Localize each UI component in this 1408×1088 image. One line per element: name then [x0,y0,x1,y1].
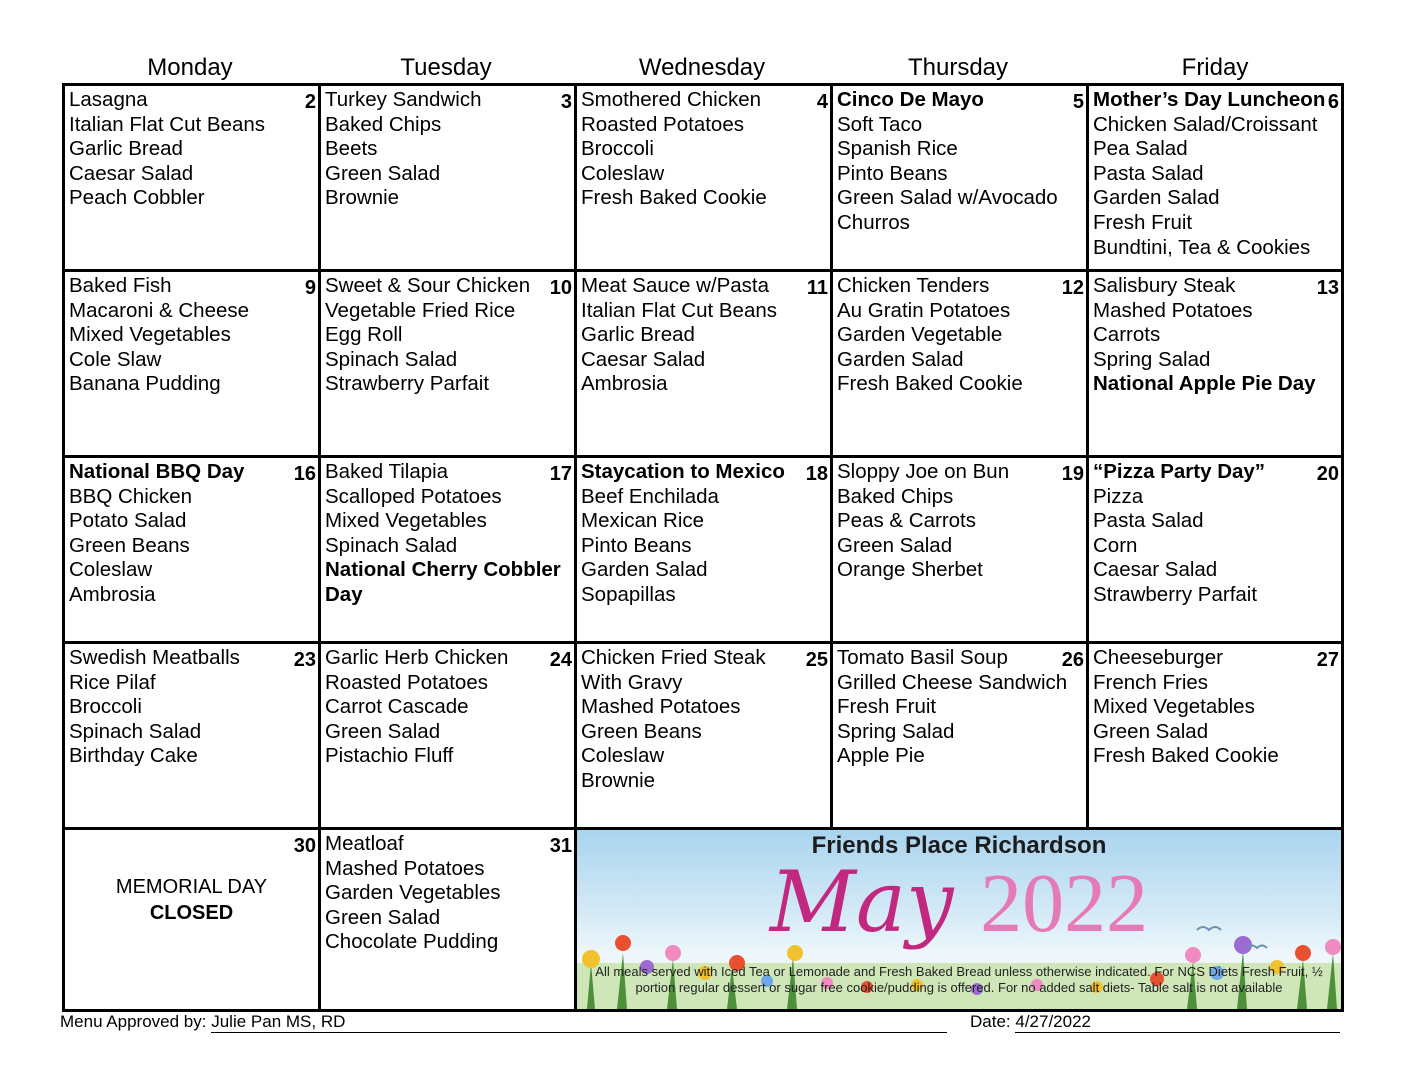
day-friday: Friday [1181,54,1249,81]
menu-item: Roasted Potatoes [581,112,744,136]
date-number: 12 [1061,277,1084,299]
banner-month: May [769,853,954,951]
menu-item: Mashed Potatoes [581,695,741,719]
menu-special-title: National BBQ Day [69,460,245,483]
menu-item: Broccoli [581,137,654,161]
menu-item: Birthday Cake [69,744,198,768]
menu-item: Beef Enchilada [581,484,719,508]
day-cell-31 [321,830,577,1009]
menu-item: Garden Salad [581,558,708,582]
menu-item: Fresh Baked Cookie [1093,744,1279,768]
menu-item: Chicken Salad/Croissant [1093,112,1318,136]
menu-item: Ambrosia [69,582,156,606]
menu-item: Pea Salad [1093,137,1188,161]
menu-item: Chocolate Pudding [325,930,499,954]
date-number: 3 [560,91,572,113]
menu-special-title: National Cherry Cobbler Day [325,558,561,606]
date-number: 31 [549,835,572,857]
menu-item: Scalloped Potatoes [325,484,502,508]
date-number: 11 [806,277,828,299]
menu-item: Roasted Potatoes [325,670,488,694]
day-cell-10 [321,272,577,458]
menu-item: Fresh Fruit [1093,210,1193,234]
menu-item: Sweet & Sour Chicken [325,274,531,297]
menu-item: Carrot Cascade [325,695,469,719]
menu-item: Chicken Fried Steak [581,646,766,669]
meal-policy-note: All meals served with Iced Tea or Lemonade and Fresh Baked Bread unless otherwise indicated. For NCS Diets Fresh Fruit, ½ portion regular dessert or sugar free cookie/pudding is offered. For no added salt diets- Table salt is not available [595,964,1323,995]
menu-special-title: National Apple Pie Day [1093,372,1316,396]
day-cell-16 [65,458,321,644]
menu-item: Egg Roll [325,323,403,347]
menu-item: Baked Fish [69,274,172,297]
day-cell-19 [833,458,1089,644]
date-number: 10 [549,277,572,299]
menu-item: Au Gratin Potatoes [837,298,1011,322]
menu-item: Sopapillas [581,582,676,606]
menu-item: Garlic Herb Chicken [325,646,509,669]
approval-footer [60,1012,1350,1034]
menu-item: Strawberry Parfait [1093,582,1258,606]
menu-special-title: Mother’s Day Luncheon [1093,88,1326,111]
day-cell-13 [1089,272,1341,458]
menu-item: Beets [325,137,378,161]
menu-item: Green Salad [325,719,441,743]
menu-item: Grilled Cheese Sandwich [837,670,1068,694]
menu-item: Lasagna [69,88,148,111]
menu-item: Apple Pie [837,744,925,768]
date-number: 9 [304,277,316,299]
menu-item: Italian Flat Cut Beans [581,298,777,322]
menu-item: Brownie [581,768,656,792]
menu-calendar-grid [62,83,1344,1012]
approval-date [970,1012,1340,1033]
date-number: 13 [1316,277,1339,299]
banner-month-year [577,852,1341,954]
day-cell-27 [1089,644,1341,830]
menu-item: Spanish Rice [837,137,958,161]
date-number: 30 [293,835,316,857]
menu-item: Coleslaw [581,744,665,768]
day-cell-25 [577,644,833,830]
menu-item: Italian Flat Cut Beans [69,112,265,136]
menu-item: Brownie [325,186,400,210]
menu-item: Mexican Rice [581,509,705,533]
menu-item: Macaroni & Cheese [69,298,250,322]
day-cell-6 [1089,86,1341,272]
menu-item: Pasta Salad [1093,161,1204,185]
menu-item: Green Salad [325,905,441,929]
menu-item: Garden Vegetables [325,881,501,905]
menu-item: Bundtini, Tea & Cookies [1093,235,1311,259]
closed-label: CLOSED [149,902,234,924]
date-number: 18 [805,463,828,485]
menu-item: Mixed Vegetables [69,323,231,347]
menu-item: Spring Salad [1093,347,1211,371]
day-cell-26 [833,644,1089,830]
menu-item: Spinach Salad [325,533,458,557]
menu-item: Fresh Fruit [837,695,937,719]
menu-item: Spinach Salad [69,719,202,743]
date-number: 2 [304,91,316,113]
banner-title: Friends Place Richardson [811,832,1107,859]
date-number: 17 [549,463,572,485]
menu-item: With Gravy [581,670,683,694]
day-cell-24 [321,644,577,830]
menu-item: Mixed Vegetables [325,509,487,533]
day-cell-18 [577,458,833,644]
menu-item: Pinto Beans [837,161,948,185]
day-cell-23 [65,644,321,830]
menu-special-title: Cinco De Mayo [837,88,984,111]
menu-item: Chicken Tenders [837,274,990,297]
menu-item: Vegetable Fried Rice [325,298,516,322]
menu-item: Caesar Salad [69,161,194,185]
day-cell-memorial-day [65,830,321,1009]
menu-item: Pistachio Fluff [325,744,454,768]
menu-item: Green Salad w/Avocado [837,186,1058,210]
holiday-name: MEMORIAL DAY [115,876,268,898]
menu-item: BBQ Chicken [69,484,193,508]
day-cell-2 [65,86,321,272]
approved-by-label: Menu Approved by: [60,1012,207,1031]
menu-item: Spring Salad [837,719,955,743]
day-cell-20 [1089,458,1341,644]
menu-special-title: Staycation to Mexico [581,460,785,483]
menu-item: Green Salad [1093,719,1209,743]
menu-item: Rice Pilaf [69,670,156,694]
menu-item: Carrots [1093,323,1161,347]
date-label: Date: [970,1012,1011,1031]
menu-item: Sloppy Joe on Bun [837,460,1010,483]
menu-item: Caesar Salad [1093,558,1218,582]
menu-item: Peach Cobbler [69,186,205,210]
menu-item: Meatloaf [325,832,404,855]
menu-item: Turkey Sandwich [325,88,482,111]
date-value: 4/27/2022 [1015,1012,1340,1033]
menu-item: Smothered Chicken [581,88,762,111]
day-cell-4 [577,86,833,272]
menu-item: French Fries [1093,670,1209,694]
menu-item: Peas & Carrots [837,509,976,533]
date-number: 26 [1061,649,1084,671]
day-cell-3 [321,86,577,272]
day-tuesday: Tuesday [400,54,492,81]
menu-item: Garden Vegetable [837,323,1003,347]
menu-item: Soft Taco [837,112,923,136]
menu-item: Baked Tilapia [325,460,449,483]
day-cell-9 [65,272,321,458]
menu-item: Green Beans [69,533,190,557]
menu-item: Garden Salad [837,347,964,371]
menu-item: Mashed Potatoes [1093,298,1253,322]
day-monday: Monday [147,54,233,81]
menu-item: Salisbury Steak [1093,274,1236,297]
menu-item: Garlic Bread [581,323,695,347]
menu-item: Caesar Salad [581,347,706,371]
month-banner [577,830,1341,1009]
approved-by-name: Julie Pan MS, RD [211,1012,947,1033]
day-cell-17 [321,458,577,644]
menu-item: Meat Sauce w/Pasta [581,274,770,297]
menu-item: Green Beans [581,719,702,743]
menu-item: Strawberry Parfait [325,372,490,396]
date-number: 25 [805,649,828,671]
date-number: 4 [816,91,828,113]
menu-item: Tomato Basil Soup [837,646,1008,669]
menu-item: Potato Salad [69,509,187,533]
date-number: 23 [293,649,316,671]
menu-item: Coleslaw [581,161,665,185]
menu-item: Baked Chips [325,112,442,136]
menu-item: Fresh Baked Cookie [581,186,767,210]
day-cell-11 [577,272,833,458]
menu-item: Mashed Potatoes [325,856,485,880]
day-thursday: Thursday [907,54,1009,81]
menu-item: Banana Pudding [69,372,221,396]
date-number: 20 [1316,463,1339,485]
menu-item: Garlic Bread [69,137,183,161]
menu-item: Swedish Meatballs [69,646,240,669]
menu-item: Garden Salad [1093,186,1220,210]
banner-year: 2022 [980,857,1149,950]
menu-item: Coleslaw [69,558,153,582]
date-number: 5 [1072,91,1084,113]
date-number: 6 [1327,91,1339,113]
menu-item: Green Salad [325,161,441,185]
menu-item: Pasta Salad [1093,509,1204,533]
menu-item: Baked Chips [837,484,954,508]
menu-item: Fresh Baked Cookie [837,372,1023,396]
menu-item: Cheeseburger [1093,646,1223,669]
menu-item: Green Salad [837,533,953,557]
menu-item: Corn [1093,533,1138,557]
menu-special-title: “Pizza Party Day” [1093,460,1266,483]
day-wednesday: Wednesday [638,54,766,81]
holiday-notice [65,874,318,926]
menu-item: Churros [837,210,910,234]
menu-item: Spinach Salad [325,347,458,371]
date-number: 27 [1316,649,1339,671]
menu-item: Pinto Beans [581,533,692,557]
date-number: 16 [293,463,316,485]
menu-item: Cole Slaw [69,347,162,371]
menu-item: Mixed Vegetables [1093,695,1255,719]
menu-approval [60,1012,947,1033]
menu-item: Ambrosia [581,372,668,396]
menu-item: Broccoli [69,695,142,719]
day-cell-12 [833,272,1089,458]
date-number: 19 [1061,463,1084,485]
menu-item: Orange Sherbet [837,558,983,582]
menu-item: Pizza [1093,484,1144,508]
day-cell-5 [833,86,1089,272]
date-number: 24 [549,649,572,671]
weekday-header [62,52,1344,84]
